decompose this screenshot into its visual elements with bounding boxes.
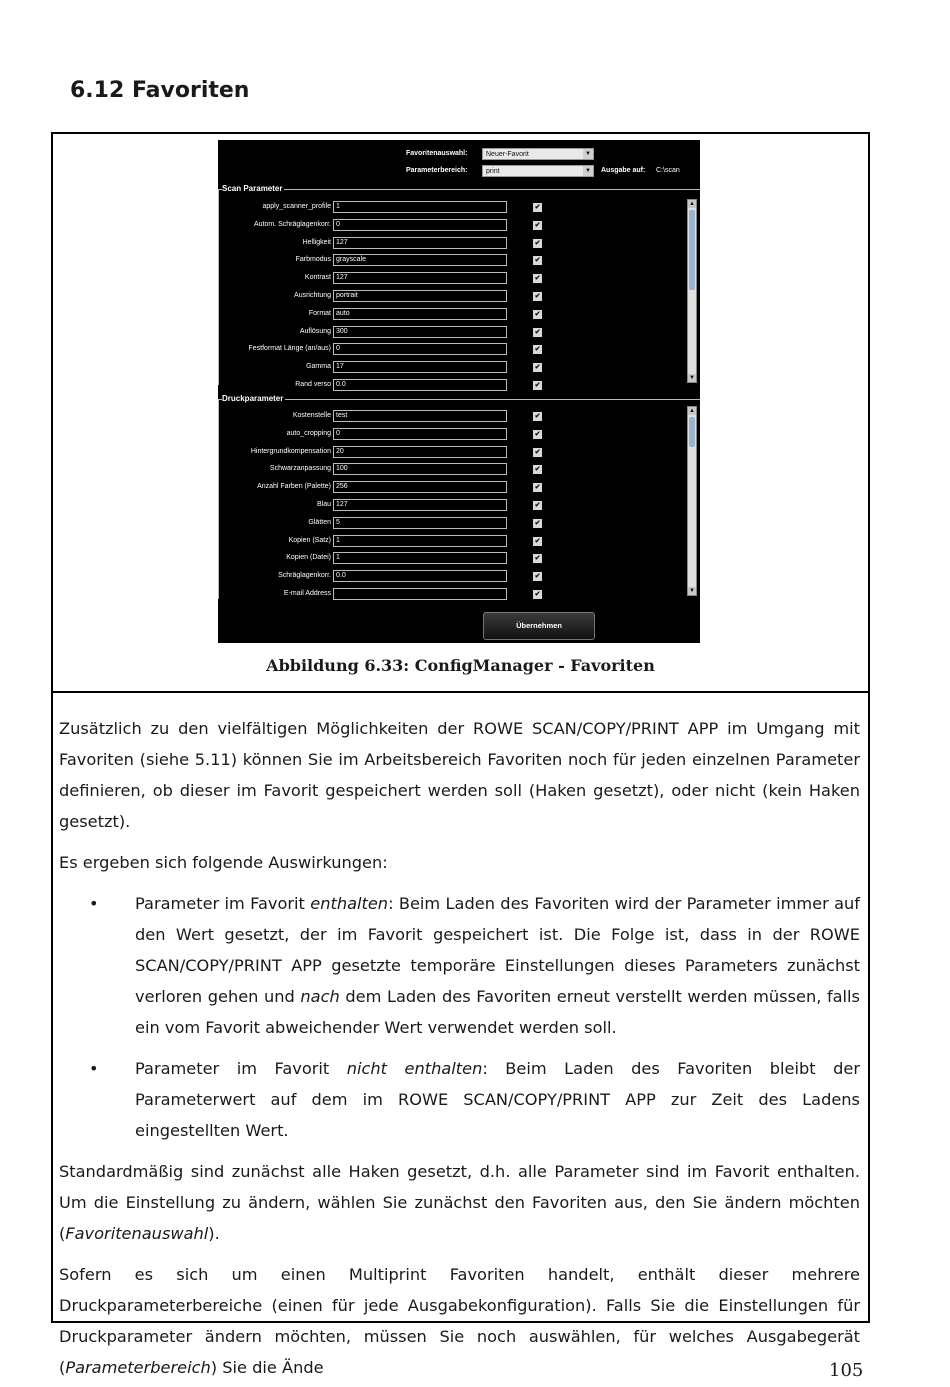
include-in-favorite-checkbox[interactable]: ✔	[534, 257, 541, 265]
favorite-select[interactable]	[482, 148, 594, 160]
include-in-favorite-checkbox[interactable]: ✔	[534, 573, 541, 581]
parameter-value-input[interactable]: 1	[333, 535, 507, 547]
favorite-select-value: Neuer-Favorit	[486, 151, 529, 158]
parameter-label: Kopien (Satz)	[288, 536, 331, 544]
parameter-label: Autom. Schräglagenkorr.	[253, 220, 331, 228]
include-in-favorite-checkbox[interactable]: ✔	[534, 484, 541, 492]
paragraph-default	[59, 1156, 860, 1249]
parameter-value-input[interactable]: 0.0	[333, 379, 507, 391]
print-parameter-group	[218, 394, 700, 599]
scrollbar-thumb[interactable]	[689, 210, 695, 290]
parameter-row	[219, 516, 549, 530]
parameter-row	[219, 498, 549, 512]
page-number: 105	[829, 1360, 864, 1381]
parameter-value-input[interactable]	[333, 588, 507, 600]
paragraph-multiprint	[59, 1259, 860, 1383]
include-in-favorite-checkbox[interactable]: ✔	[534, 591, 541, 598]
parameter-row	[219, 200, 549, 214]
apply-button[interactable]: Übernehmen	[483, 612, 595, 640]
parameter-label: Format	[308, 309, 331, 317]
scroll-down-icon[interactable]: ▼	[689, 375, 695, 381]
parameter-label: Kontrast	[304, 274, 331, 282]
parameter-label: E-mail Address	[283, 590, 331, 597]
text-span: dem Laden des Favoriten erneut verstellt werden müssen, falls ein vom Favorit abweichender Wert verwendet werden soll.	[135, 987, 860, 1037]
parameter-row	[219, 271, 549, 285]
config-manager-screenshot	[218, 140, 700, 643]
parameter-row	[219, 445, 549, 459]
emphasis: enthalten	[310, 894, 389, 913]
parameter-value-input[interactable]: 0	[333, 219, 507, 231]
parameter-row	[219, 427, 549, 441]
scrollbar-thumb[interactable]	[689, 417, 695, 447]
parameter-label: Rand verso	[295, 381, 331, 388]
include-in-favorite-checkbox[interactable]: ✔	[534, 466, 541, 474]
include-in-favorite-checkbox[interactable]: ✔	[534, 537, 541, 545]
parameter-row	[219, 218, 549, 232]
parameter-row	[219, 307, 549, 321]
parameter-value-input[interactable]: auto	[333, 308, 507, 320]
chevron-down-icon[interactable]: ▼	[583, 149, 593, 159]
output-value: C:\scan	[656, 167, 680, 174]
list-item	[59, 1053, 860, 1146]
parameter-value-input[interactable]: 5	[333, 517, 507, 529]
parameter-value-input[interactable]: 1	[333, 201, 507, 213]
parameter-label: Gamma	[306, 363, 331, 371]
parameter-value-input[interactable]: 100	[333, 463, 507, 475]
parameter-value-input[interactable]: portrait	[333, 290, 507, 302]
figure-cell	[53, 134, 868, 693]
chevron-down-icon[interactable]: ▼	[583, 166, 593, 176]
scan-scrollbar[interactable]	[687, 199, 697, 383]
parameter-label: auto_cropping	[286, 429, 331, 437]
include-in-favorite-checkbox[interactable]: ✔	[534, 413, 541, 420]
parameter-label: Ausrichtung	[294, 292, 331, 299]
parameter-label: Farbmodus	[295, 256, 331, 264]
parameter-label: Schräglagenkorr.	[278, 572, 331, 580]
group-title: Scan Parameter	[222, 184, 283, 193]
parameter-row	[219, 569, 549, 583]
text-span: : Beim Laden des Favoriten wird der Parameter immer auf den Wert gesetzt, der im Favorit gespeichert ist. Die Folge ist, dass in der ROWE SCAN/COPY/PRINT APP gesetzte temporäre Einstellungen dieses Parameters zunächst verloren gehen und	[135, 894, 860, 1006]
parameter-label: Anzahl Farben (Palette)	[257, 483, 331, 491]
include-in-favorite-checkbox[interactable]: ✔	[534, 275, 541, 283]
parameter-label: Festformat Länge (an/aus)	[248, 345, 331, 353]
effects-list	[59, 888, 860, 1146]
parameter-row	[219, 534, 549, 548]
parameter-row	[219, 342, 549, 356]
parameter-label: Helligkeit	[302, 238, 331, 246]
parameter-label: Blau	[316, 501, 331, 508]
emphasis: nicht enthalten	[346, 1059, 483, 1078]
parameter-value-input[interactable]: grayscale	[333, 254, 507, 266]
parameter-row	[219, 360, 549, 374]
print-scrollbar[interactable]	[687, 406, 697, 596]
include-in-favorite-checkbox[interactable]: ✔	[534, 346, 541, 354]
parameter-row	[219, 480, 549, 494]
include-in-favorite-checkbox[interactable]: ✔	[534, 204, 541, 211]
include-in-favorite-checkbox[interactable]: ✔	[534, 221, 541, 229]
param-area-select-label: Parameterbereich:	[406, 167, 468, 174]
paragraph-intro: Zusätzlich zu den vielfältigen Möglichkeiten der ROWE SCAN/COPY/PRINT APP im Umgang mit Favoriten (siehe 5.11) können Sie im Arbeitsbereich Favoriten noch für jeden einzelnen Parameter definieren, ob dieser im Favorit gespeichert werden soll (Haken gesetzt), oder nicht (kein Haken gesetzt).	[59, 719, 860, 831]
scroll-down-icon[interactable]: ▼	[689, 588, 695, 594]
parameter-label: Kopien (Datei)	[286, 554, 331, 562]
include-in-favorite-checkbox[interactable]: ✔	[534, 502, 541, 509]
include-in-favorite-checkbox[interactable]: ✔	[534, 293, 541, 300]
text-span: Parameter im Favorit	[135, 1059, 347, 1078]
parameter-value-input[interactable]: 17	[333, 361, 507, 373]
section-heading: 6.12 Favoriten	[70, 78, 250, 103]
scroll-up-icon[interactable]: ▲	[689, 201, 695, 207]
include-in-favorite-checkbox[interactable]: ✔	[534, 519, 541, 527]
text-span: ) Sie die Ände	[210, 1358, 324, 1377]
bullet-icon: •	[89, 894, 99, 913]
parameter-row	[219, 462, 549, 476]
parameter-value-input[interactable]: 0.0	[333, 570, 507, 582]
list-item	[59, 888, 860, 1043]
scan-parameter-group	[218, 184, 700, 389]
parameter-value-input[interactable]: 256	[333, 481, 507, 493]
figure-caption: Abbildung 6.33: ConfigManager - Favoriten	[266, 656, 655, 675]
parameter-value-input[interactable]: 127	[333, 499, 507, 511]
parameter-row	[219, 378, 549, 392]
parameter-row	[219, 289, 549, 303]
parameter-row	[219, 236, 549, 250]
favorite-select-label: Favoritenauswahl:	[406, 150, 468, 157]
parameter-label: Glätten	[308, 518, 331, 526]
parameter-value-input[interactable]: test	[333, 410, 507, 422]
text-span: ).	[208, 1224, 220, 1243]
emphasis: Favoritenauswahl	[65, 1224, 209, 1243]
param-area-select[interactable]	[482, 165, 594, 177]
text-span: : Beim Laden des Favoriten bleibt der Parameterwert auf dem im ROWE SCAN/COPY/PRINT APP zur Zeit des Ladens eingestellten Wert.	[135, 1059, 860, 1140]
parameter-row	[219, 253, 549, 267]
include-in-favorite-checkbox[interactable]: ✔	[534, 448, 541, 456]
include-in-favorite-checkbox[interactable]: ✔	[534, 328, 541, 336]
parameter-label: Schwarzanpassung	[269, 465, 331, 473]
parameter-row	[219, 587, 549, 601]
emphasis: nach	[300, 987, 340, 1006]
parameter-value-input[interactable]: 127	[333, 272, 507, 284]
include-in-favorite-checkbox[interactable]: ✔	[534, 430, 541, 438]
emphasis: Parameterbereich	[65, 1358, 211, 1377]
parameter-value-input[interactable]: 20	[333, 446, 507, 458]
text-span: Parameter im Favorit	[135, 894, 311, 913]
scroll-up-icon[interactable]: ▲	[689, 408, 695, 414]
text-span: Sofern es sich um einen Multiprint Favoriten handelt, enthält dieser mehrere Druckparameterbereiche (einen für jede Ausgabekonfiguration). Falls Sie die Einstellungen für Druckparameter ändern möchten, müssen Sie noch auswählen, für welches Ausgabegerät (	[59, 1265, 860, 1377]
parameter-value-input[interactable]: 0	[333, 343, 507, 355]
output-label: Ausgabe auf:	[601, 167, 646, 174]
text-span: Standardmäßig sind zunächst alle Haken gesetzt, d.h. alle Parameter sind im Favorit enthalten. Um die Einstellung zu ändern, wählen Sie zunächst den Favoriten aus, den Sie ändern möchten (	[59, 1162, 860, 1243]
include-in-favorite-checkbox[interactable]: ✔	[534, 382, 541, 389]
param-area-select-value: print	[486, 168, 500, 175]
parameter-value-input[interactable]: 300	[333, 326, 507, 338]
parameter-label: Kostenstelle	[292, 412, 331, 419]
include-in-favorite-checkbox[interactable]: ✔	[534, 555, 541, 563]
paragraph-effects: Es ergeben sich folgende Auswirkungen:	[59, 853, 388, 872]
parameter-value-input[interactable]: 0	[333, 428, 507, 440]
parameter-value-input[interactable]: 127	[333, 237, 507, 249]
parameter-row	[219, 409, 549, 423]
include-in-favorite-checkbox[interactable]: ✔	[534, 239, 541, 247]
group-title: Druckparameter	[222, 394, 284, 403]
include-in-favorite-checkbox[interactable]: ✔	[534, 364, 541, 372]
parameter-value-input[interactable]: 1	[333, 552, 507, 564]
parameter-label: Auflösung	[299, 327, 331, 335]
parameter-label: apply_scanner_profile	[262, 203, 331, 210]
parameter-row	[219, 551, 549, 565]
parameter-row	[219, 325, 549, 339]
parameter-label: Hintergrundkompensation	[250, 447, 331, 455]
bullet-icon: •	[89, 1059, 99, 1078]
include-in-favorite-checkbox[interactable]: ✔	[534, 310, 541, 318]
